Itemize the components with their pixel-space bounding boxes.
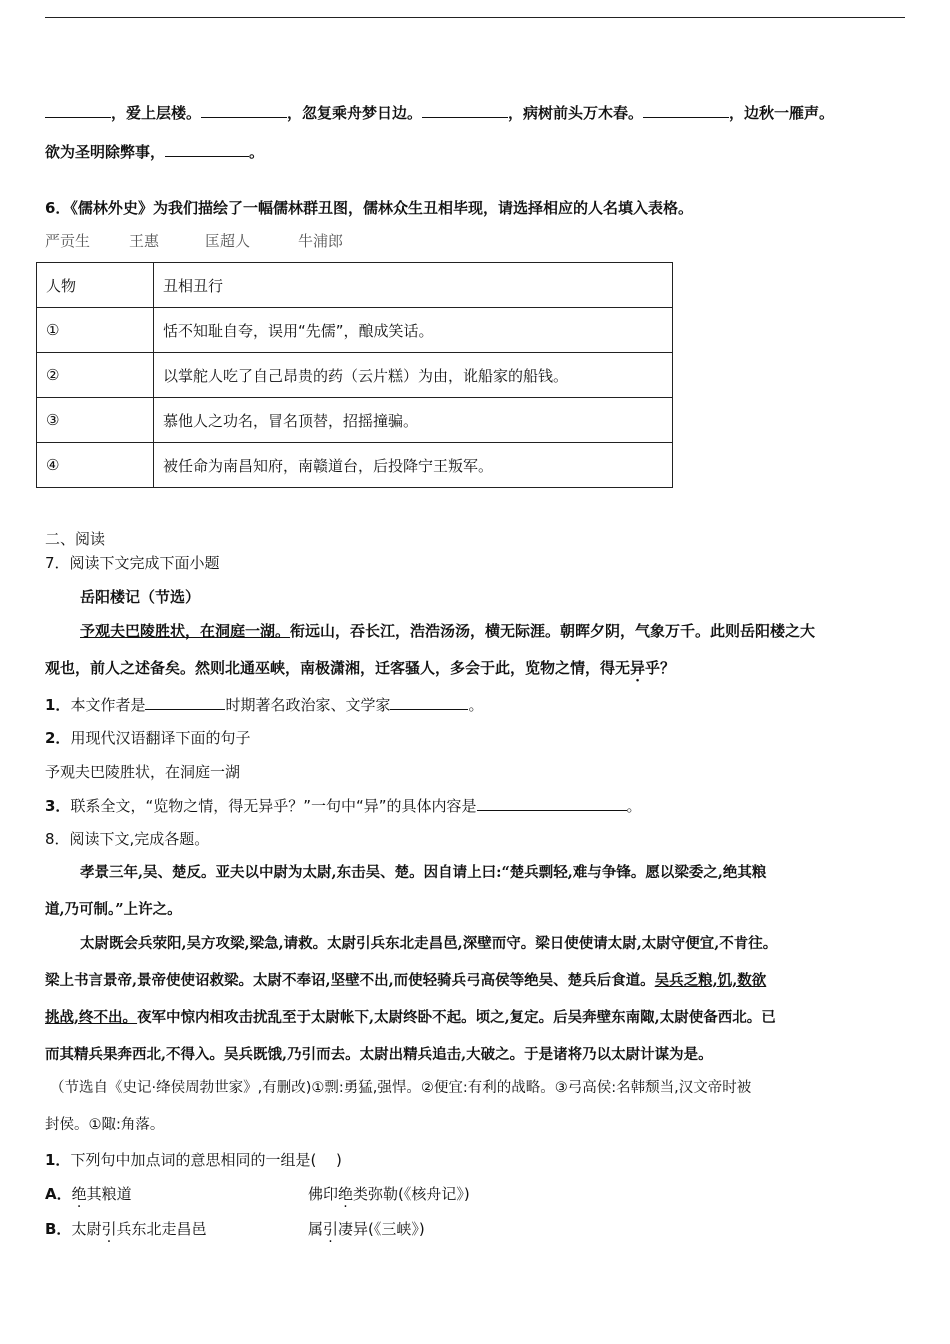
- text: 凄异(《三峡》): [338, 1220, 425, 1238]
- source-note: （节选自《史记·绛侯周勃世家》,有删改)①剽:勇猛,强悍。②便宜:有利的战略。③弓高侯:名韩颓当,汉文帝时被: [50, 1080, 752, 1096]
- passage-line: [45, 971, 766, 991]
- text: 夜军中惊内相攻击扰乱至于太尉帐下,太尉终卧不起。顷之,复定。后吴奔壁东南陬,太尉使备西北。已: [137, 1009, 776, 1026]
- text: 佛印: [308, 1185, 339, 1203]
- option-b[interactable]: [45, 1219, 206, 1239]
- dotted-char: 绝: [338, 1185, 354, 1203]
- q7-2: [45, 728, 250, 748]
- underlined-sentence: 吴兵乏粮,饥,数欲: [654, 972, 767, 989]
- name-option: 牛浦郎: [298, 232, 344, 250]
- top-rule: [45, 17, 905, 18]
- question-number: 1．: [45, 1151, 71, 1169]
- passage-line: 孝景三年,吴、楚反。亚夫以中尉为太尉,东击吴、楚。因自请上曰:“楚兵剽轻,难与争锋。愿以梁委之,绝其粮: [80, 864, 767, 881]
- text: 太尉: [71, 1220, 102, 1238]
- table-header-cell: 人物: [37, 263, 154, 308]
- table-cell: 慕他人之功名，冒名顶替，招摇撞骗。: [154, 398, 673, 443]
- answer-blank[interactable]: [45, 102, 111, 118]
- table-row: [37, 308, 673, 353]
- text: 。: [626, 797, 642, 815]
- answer-blank[interactable]: [477, 795, 627, 811]
- text: ，忽复乘舟梦日边。: [287, 104, 423, 122]
- text: 本文作者是: [70, 696, 146, 714]
- text: 兵东北走昌邑: [116, 1220, 207, 1238]
- underlined-sentence: 予观夫巴陵胜状，在洞庭一湖。: [80, 622, 291, 640]
- table-cell-marker[interactable]: ①: [37, 308, 154, 353]
- poem-blank-line-2: [45, 141, 264, 162]
- text: ，病树前头万木春。: [508, 104, 644, 122]
- q8-1: [45, 1150, 342, 1170]
- q7-2-sentence: 予观夫巴陵胜状，在洞庭一湖: [45, 763, 241, 781]
- passage-line: 道,乃可制。”上许之。: [45, 901, 182, 918]
- passage-line: [45, 1008, 776, 1028]
- text: 其粮道: [86, 1185, 132, 1203]
- question-number: 1．: [45, 696, 71, 714]
- q7-1: [45, 694, 483, 715]
- option-b-right: [308, 1219, 425, 1239]
- passage-line: 太尉既会兵荥阳,吴方攻梁,梁急,请救。太尉引兵东北走昌邑,深壁而守。梁日使使请太尉,太尉守便宜,不肯往。: [80, 935, 778, 952]
- table-header-row: [37, 263, 673, 308]
- name-option: 严贡生: [45, 232, 91, 250]
- section-heading: 二、阅读: [45, 530, 106, 548]
- dotted-char: 引: [101, 1220, 117, 1238]
- table-row: [37, 398, 673, 443]
- q7-title: 7．阅读下文完成下面小题: [45, 554, 220, 572]
- option-a-right: [308, 1184, 470, 1204]
- text: ，边秋一雁声。: [729, 104, 835, 122]
- option-label: A．: [45, 1185, 72, 1203]
- text: 下列句中加点词的意思相同的一组是( ): [70, 1151, 342, 1169]
- underlined-sentence: 挑战,终不出。: [45, 1009, 138, 1026]
- text: 乎？: [645, 659, 676, 677]
- text: 观也，前人之述备矣。然则北通巫峡，南极潇湘，迁客骚人，多会于此，览物之情，得无: [45, 659, 631, 677]
- table-cell-marker[interactable]: ②: [37, 353, 154, 398]
- text: 时期著名政治家、文学家: [225, 696, 391, 714]
- text: 属: [308, 1220, 324, 1238]
- answer-blank[interactable]: [422, 102, 508, 118]
- passage-line: [45, 658, 675, 678]
- option-a[interactable]: [45, 1184, 132, 1204]
- q8-title: 8．阅读下文,完成各题。: [45, 830, 210, 848]
- passage-line: [80, 621, 815, 641]
- question-number: 3．: [45, 797, 71, 815]
- text: 联系全文，“览物之情，得无异乎？”一句中“异”的具体内容是: [70, 797, 477, 815]
- text: 欲为圣明除弊事，: [45, 143, 166, 161]
- q6-table: [36, 262, 673, 488]
- table-row: [37, 443, 673, 488]
- option-label: B．: [45, 1220, 72, 1238]
- q6-title: 6．《儒林外史》为我们描绘了一幅儒林群丑图，儒林众生丑相毕现，请选择相应的人名填入表格。: [45, 199, 693, 217]
- answer-blank[interactable]: [201, 102, 287, 118]
- table-row: [37, 353, 673, 398]
- table-cell-marker[interactable]: ④: [37, 443, 154, 488]
- answer-blank[interactable]: [390, 694, 468, 710]
- poem-blank-line-1: [45, 102, 834, 123]
- table-cell: 以掌舵人吃了自己昂贵的药（云片糕）为由，讹船家的船钱。: [154, 353, 673, 398]
- text: 梁上书言景帝,景帝使使诏救梁。太尉不奉诏,坚壁不出,而使轻骑兵弓高侯等绝吴、楚兵后食道。: [45, 972, 655, 989]
- answer-blank[interactable]: [165, 141, 249, 157]
- answer-blank[interactable]: [145, 694, 225, 710]
- text: 。: [249, 143, 265, 161]
- passage-title: 岳阳楼记（节选）: [80, 588, 201, 606]
- table-cell: 恬不知耻自夸，误用“先儒”，酿成笑话。: [154, 308, 673, 353]
- table-cell: 被任命为南昌知府，南赣道台，后投降宁王叛军。: [154, 443, 673, 488]
- dotted-char: 引: [323, 1220, 339, 1238]
- question-number: 2．: [45, 729, 71, 747]
- name-option: 匡超人: [205, 232, 251, 250]
- table-header-cell: 丑相丑行: [154, 263, 673, 308]
- passage-line: 而其精兵果奔西北,不得入。吴兵既饿,乃引而去。太尉出精兵追击,大破之。于是诸将乃以太尉计谋为是。: [45, 1046, 713, 1063]
- source-note: 封侯。①陬:角落。: [45, 1117, 165, 1133]
- text: 衔远山，吞长江，浩浩汤汤，横无际涯。朝晖夕阴，气象万千。此则岳阳楼之大: [290, 622, 816, 640]
- text: 。: [468, 696, 484, 714]
- dotted-char: 异: [630, 659, 646, 677]
- text: 用现代汉语翻译下面的句子: [70, 729, 251, 747]
- text: 类弥勒(《核舟记》): [353, 1185, 470, 1203]
- answer-blank[interactable]: [643, 102, 729, 118]
- q7-3: [45, 795, 642, 816]
- name-option: 王惠: [129, 232, 160, 250]
- text: ，爱上层楼。: [111, 104, 202, 122]
- dotted-char: 绝: [71, 1185, 87, 1203]
- table-cell-marker[interactable]: ③: [37, 398, 154, 443]
- q6-name-options: [45, 231, 343, 251]
